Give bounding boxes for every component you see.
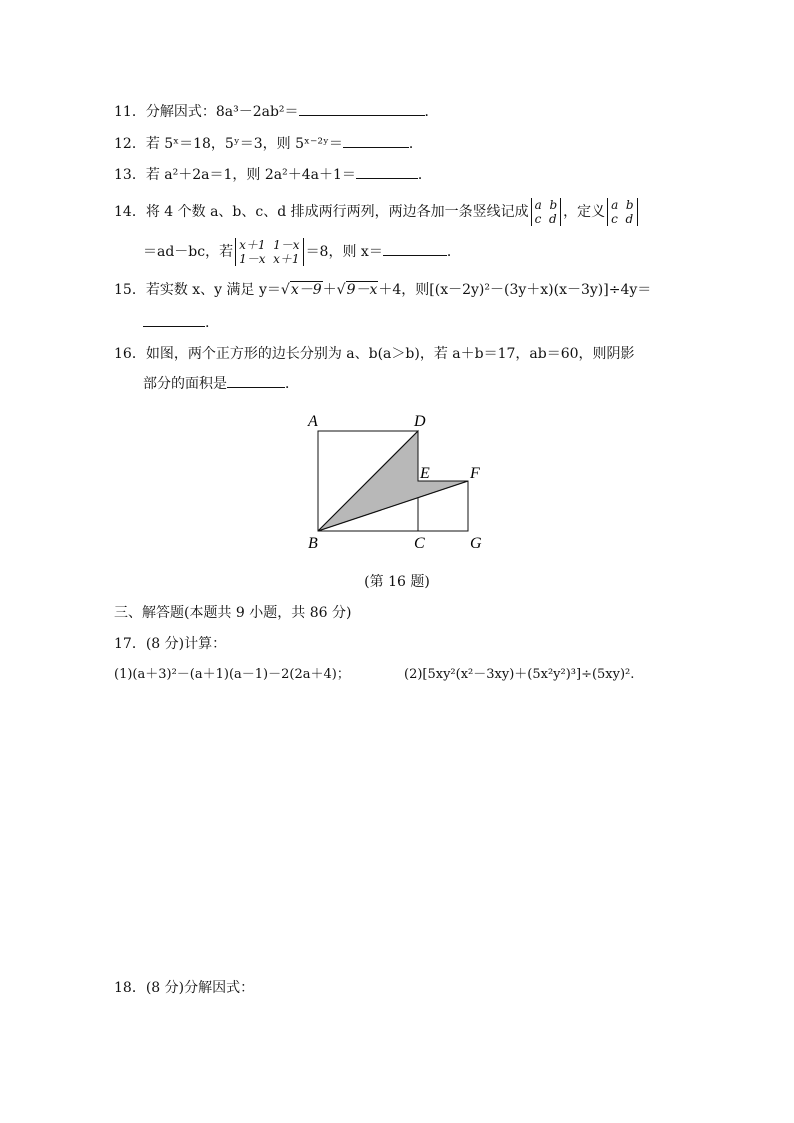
q16-text1: 如图，两个正方形的边长分别为 a、b(a＞b)，若 a＋b＝17，ab＝60，则阴影 [145,346,635,362]
q14-answer-blank[interactable] [383,243,447,256]
section-3-heading: 三、解答题(本题共 9 小题，共 86 分) [114,605,352,621]
question-14-line2 [143,238,461,266]
question-18-heading: 18．(8 分)分解因式： [114,980,255,996]
q11-text: 分解因式：8a³－2ab²＝ [145,104,299,120]
label-b: B [308,535,318,552]
sqrt-sign-2: √ [336,282,346,298]
determinant-definition [607,198,637,226]
question-16-line2 [143,375,299,393]
determinant-equation [235,238,303,266]
q12-number: 12． [114,136,146,152]
q15-text-b: ＋4，则[(x－2y)²－(3y＋x)(x－3y)]÷4y＝ [378,282,652,298]
q11-answer-blank[interactable] [299,103,425,116]
det1-row2: c d [534,212,557,226]
q14-line2b: ＝8，则 x＝ [305,244,383,260]
question-11 [114,103,439,121]
q15-number: 15． [114,282,146,298]
question-17-part2: (2)[5xy²(x²－3xy)＋(5x²y²)³]÷(5xy)². [404,667,635,682]
label-a: A [308,413,318,430]
question-15 [114,281,651,299]
q16-answer-blank[interactable] [227,375,285,388]
label-g: G [470,535,482,552]
q15-plus: ＋ [322,282,337,298]
det2-row1: a b [611,198,634,212]
question-16-line1 [114,345,635,363]
label-f: F [470,465,480,482]
q16-number: 16． [114,346,146,362]
label-e: E [420,465,430,482]
det3-row2: 1－x x＋1 [239,252,300,266]
label-d: D [414,413,426,430]
question-14-line1 [114,198,640,226]
determinant-notation [531,198,561,226]
q14-line2a: ＝ad－bc，若 [143,244,234,260]
q16-text2: 部分的面积是 [143,376,227,392]
q14-number: 14． [114,204,146,220]
q14-text2: ，定义 [563,204,606,220]
q13-number: 13． [114,167,146,183]
sqrt-sign-1: √ [280,282,290,298]
q15-sqrt1: x－9 [290,282,322,298]
q15-answer-blank[interactable] [143,314,205,327]
q11-end: ． [424,104,439,120]
det2-row2: c d [611,212,634,226]
figure-caption: (第 16 题) [364,574,430,590]
squares-figure [300,404,500,554]
q14-text1: 将 4 个数 a、b、c、d 排成两行两列，两边各加一条竖线记成 [145,204,529,220]
det3-row1: x＋1 1－x [239,238,300,252]
det1-row1: a b [534,198,558,212]
q15-sqrt2: 9－x [346,282,378,298]
q13-end: ． [417,167,432,183]
shaded-region [318,431,468,531]
q12-answer-blank[interactable] [343,135,409,148]
q13-text: 若 a²＋2a＝1，则 2a²＋4a＋1＝ [145,167,356,183]
q13-answer-blank[interactable] [356,166,418,179]
q12-end: ． [408,136,423,152]
q16-end: ． [285,376,299,392]
q14-end: ． [446,244,461,260]
q15-end: . [205,315,210,331]
q12-text: 若 5ˣ＝18，5ʸ＝3，则 5ˣ⁻²ʸ＝ [145,136,343,152]
question-15-line2 [143,314,209,332]
label-c: C [414,535,425,552]
q15-text-a: 若实数 x、y 满足 y＝ [145,282,281,298]
question-17-part1: (1)(a＋3)²－(a＋1)(a－1)－2(2a＋4)； [114,667,350,682]
question-17-heading: 17．(8 分)计算： [114,636,227,652]
question-13 [114,166,432,184]
question-12 [114,135,423,153]
q11-number: 11． [114,104,146,120]
